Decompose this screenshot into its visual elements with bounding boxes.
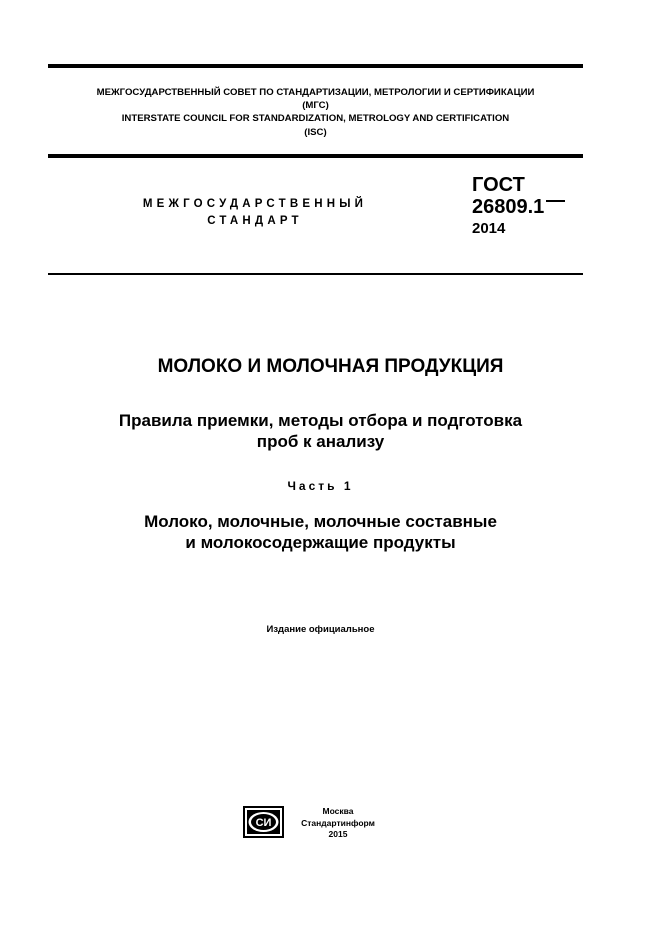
gost-number: 26809.1 — [472, 196, 545, 218]
document-part — [38, 478, 603, 494]
document-subtitle-line1: Правила приемки, методы отбора и подготовка — [118, 411, 523, 430]
standard-type-line1: МЕЖГОСУДАРСТВЕННЫЙ — [142, 198, 368, 210]
gost-year: 2014 — [472, 220, 506, 237]
logo-letters: СИ — [255, 817, 272, 829]
document-part-title — [38, 511, 603, 553]
lower-rule — [48, 273, 583, 275]
document-title-text: МОЛОКО И МОЛОЧНАЯ ПРОДУКЦИЯ — [157, 356, 504, 377]
edition-note-text: Издание официальное — [266, 624, 375, 635]
council-header — [48, 86, 583, 139]
document-subtitle — [38, 410, 603, 452]
council-abbr-en: (ISC) — [304, 126, 327, 138]
document-title — [48, 356, 613, 378]
standard-type-label — [120, 196, 390, 230]
document-part-title-line2: и молокосодержащие продукты — [185, 533, 456, 552]
document-subtitle-line2: проб к анализу — [256, 432, 385, 451]
publisher-info — [296, 806, 380, 841]
gost-title: ГОСТ — [472, 174, 525, 196]
gost-dash — [546, 200, 565, 202]
document-part-title-line1: Молоко, молочные, молочные составные — [144, 512, 497, 531]
council-name-en: INTERSTATE COUNCIL FOR STANDARDIZATION, METROLOGY AND CERTIFICATION — [121, 113, 510, 125]
gost-designation — [472, 174, 565, 238]
publisher-city: Москва — [322, 806, 354, 816]
middle-rule — [48, 154, 583, 158]
gost-number-row — [472, 196, 565, 218]
council-name-ru: МЕЖГОСУДАРСТВЕННЫЙ СОВЕТ ПО СТАНДАРТИЗАЦИИ, МЕТРОЛОГИИ И СЕРТИФИКАЦИИ — [96, 87, 535, 98]
edition-note — [38, 624, 603, 636]
publisher-name: Стандартинформ — [301, 817, 375, 828]
top-rule — [48, 64, 583, 68]
standard-type-line2: СТАНДАРТ — [207, 215, 303, 227]
publisher-year: 2015 — [328, 829, 348, 839]
council-abbr-ru: (МГС) — [302, 100, 329, 112]
document-part-text: Часть 1 — [287, 479, 354, 493]
standartinform-logo-icon — [243, 806, 284, 838]
